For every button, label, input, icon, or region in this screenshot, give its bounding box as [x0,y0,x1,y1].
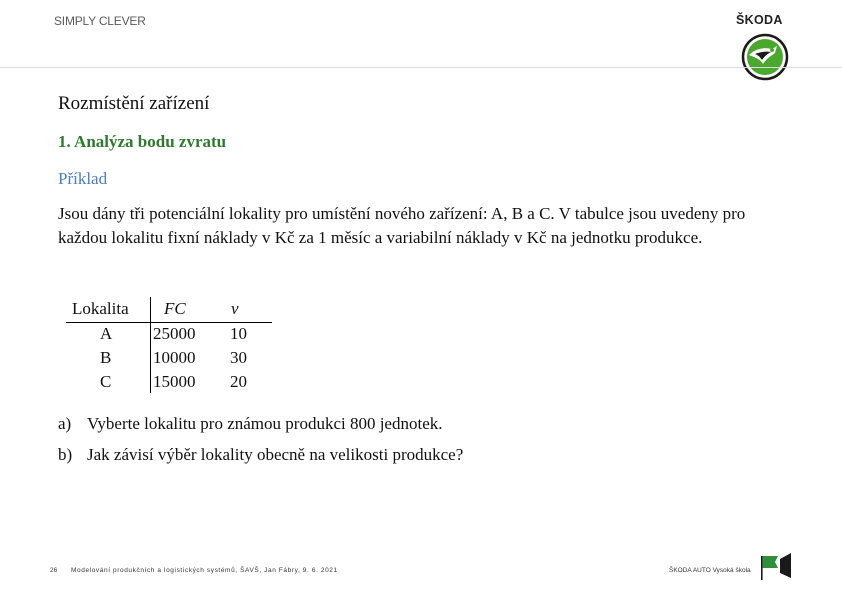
problem-paragraph: Jsou dány tři potenciální lokality pro umístění nového zařízení: A, B a C. V tabulce jsou uvedeny pro každou lokalitu fixní náklady v Kč za 1 měsíc a variabilní náklady v Kč na jednotku produkce. [58,204,746,247]
question-label: a) [58,414,72,433]
page-title: Rozmístění zařízení [58,93,210,114]
table-cell: C [100,372,112,391]
header-location: Lokalita [72,299,129,318]
table-cell: 20 [230,372,247,391]
table-cell: B [100,348,112,367]
skoda-logo-icon [741,33,789,81]
table-cell: 25000 [153,324,196,343]
savs-flag-icon [758,551,794,581]
table-cell: 15000 [153,372,196,391]
question-a [58,414,443,434]
table-cell: A [100,324,113,343]
table-cell: 10000 [153,348,196,367]
section-heading: 1. Analýza bodu zvratu [58,132,227,151]
table-cell: 30 [230,348,247,367]
header-variable-cost: v [231,299,239,318]
example-label: Příklad [58,169,108,188]
tagline: SIMPLY CLEVER [54,14,146,28]
cost-table [66,297,276,397]
header-fixed-cost: FC [164,299,186,318]
question-text: Jak závisí výběr lokality obecně na velikosti produkce? [87,445,464,464]
header-divider [0,67,842,68]
table-cell: 10 [230,324,247,343]
question-text: Vyberte lokalitu pro známou produkci 800 jednotek. [87,414,443,433]
brand-name: ŠKODA [736,13,783,27]
table-vertical-rule [150,297,151,393]
school-name: ŠKODA AUTO Vysoká škola [669,567,751,574]
question-label: b) [58,445,73,464]
footer-citation: Modelování produkčních a logistických systémů, ŠAVŠ, Jan Fábry, 9. 6. 2021 [71,567,338,574]
page-number: 26 [50,567,58,574]
question-b [58,445,463,465]
table-horizontal-rule [66,322,272,323]
